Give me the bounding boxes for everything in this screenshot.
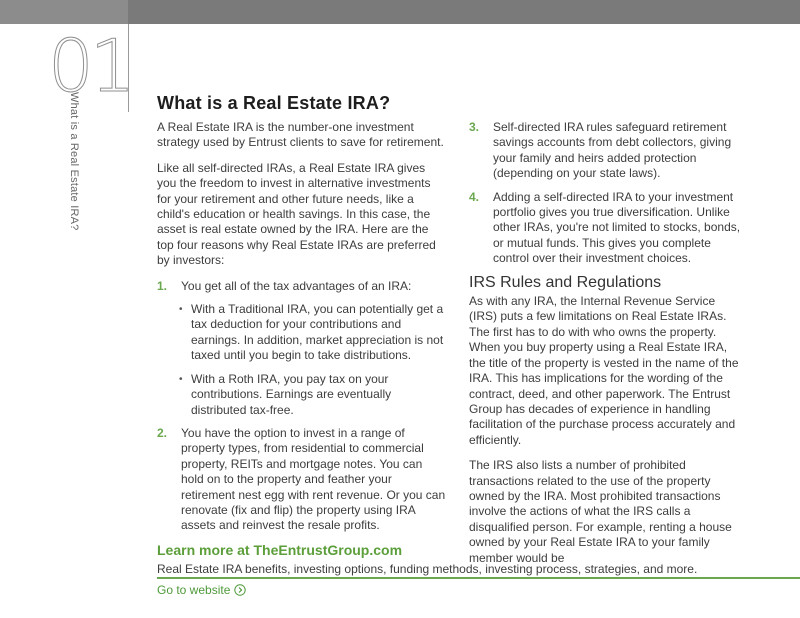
bullet-text: With a Traditional IRA, you can potentially get a tax deduction for your contributions and earnings. In addition, market appreciation is not taxed until you begin to take distributions.: [191, 302, 444, 363]
list-item: [157, 426, 447, 534]
bullet-icon: •: [179, 373, 183, 385]
list-item-text: You get all of the tax advantages of an IRA:: [181, 278, 412, 293]
list-item: [157, 279, 447, 294]
arrow-circle-right-icon: [234, 584, 246, 596]
list-item-text: Self-directed IRA rules safeguard retirement savings accounts from debt collectors, giving your family and heirs added protection (depending on your state laws).: [493, 120, 732, 181]
go-to-website-label: Go to website: [157, 583, 231, 597]
section-subheading: IRS Rules and Regulations: [469, 273, 662, 291]
footer-title: Learn more at TheEntrustGroup.com: [157, 542, 403, 558]
bullet-item: [157, 372, 447, 418]
bullet-item: [157, 302, 447, 364]
page-title: What is a Real Estate IRA?: [157, 93, 391, 113]
footer-description: Real Estate IRA benefits, investing options, funding methods, investing process, strategies, and more.: [157, 562, 698, 576]
list-number: 4.: [469, 189, 480, 204]
top-bar-left-segment: [0, 0, 128, 24]
footer-divider: [157, 577, 800, 579]
bullet-text: With a Roth IRA, you pay tax on your contributions. Earnings are eventually distributed tax-free.: [191, 371, 392, 417]
list-item: [469, 190, 744, 267]
list-item: [469, 120, 744, 182]
right-column: [469, 120, 744, 576]
intro-paragraph-1: A Real Estate IRA is the number-one investment strategy used by Entrust clients to save for retirement.: [157, 120, 444, 150]
left-column: [157, 120, 447, 542]
irs-paragraph-2: The IRS also lists a number of prohibited transactions related to the use of the property owned by the IRA. Most prohibited transactions involve the actions of what the IRS calls a disqualified person. For example, renting a house owned by your Real Estate IRA to your family member would be: [469, 458, 732, 565]
irs-paragraph-1: As with any IRA, the Internal Revenue Service (IRS) puts a few limitations on Real Estate IRAs. The first has to do with who owns the property. When you buy property using a Real Estate IRA, the title of the property is vested in the name of the IRA. This has implications for the wording of the contract, deed, and other paperwork. The Entrust Group has decades of experience in handling facilitation of the purchase process accurately and efficiently.: [469, 294, 739, 447]
list-number: 3.: [469, 120, 480, 134]
top-bar: [0, 0, 800, 24]
list-item-text: You have the option to invest in a range of property types, from residential to commercial property, REITs and mortgage notes. You can hold on to the property and feather your retirement nest egg with rent revenue. Or you can renovate (fix and flip) the property using IRA assets and reinvest the resale profits.: [181, 425, 446, 533]
chapter-number: 01: [48, 24, 132, 108]
list-number: 2.: [157, 425, 168, 440]
chapter-side-label: What is a Real Estate IRA?: [68, 92, 80, 231]
list-item-text: Adding a self-directed IRA to your investment portfolio gives you true diversification. Unlike other IRAs, you're not limited to stocks, bonds, or mutual funds. This gives you complete control over their investment choices.: [493, 189, 741, 266]
list-number: 1.: [157, 278, 168, 293]
go-to-website-link[interactable]: [157, 583, 246, 597]
intro-paragraph-2: Like all self-directed IRAs, a Real Estate IRA gives you the freedom to invest in alternative investments for your retirement and other future needs, like a child's education or health savings. In this case, the asset is real estate owned by the IRA. Here are the top four reasons why Real Estate IRAs are preferred by investors:: [157, 160, 436, 268]
bullet-icon: •: [179, 304, 183, 316]
